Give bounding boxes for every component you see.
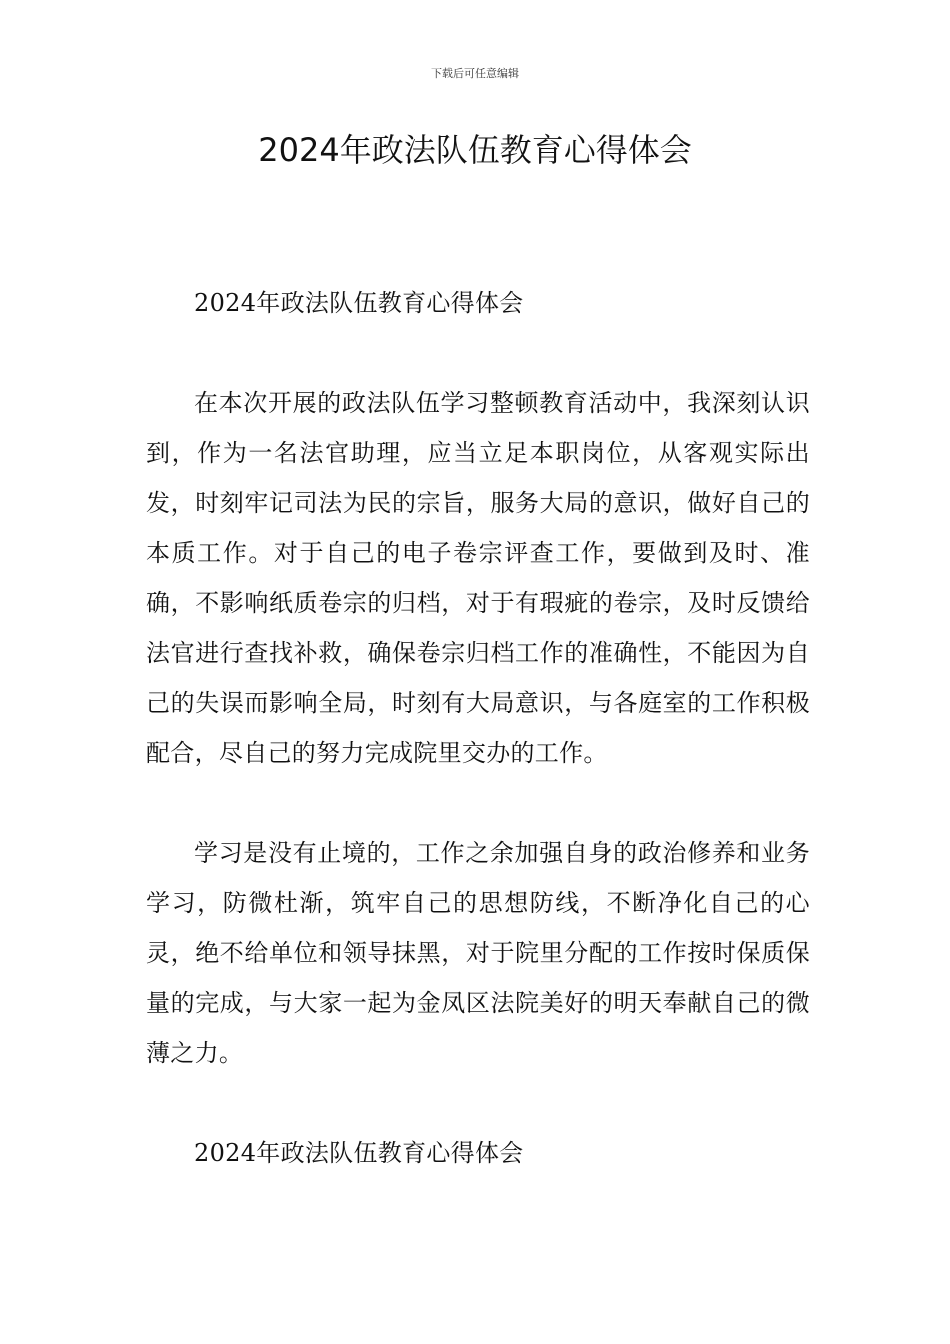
- body-paragraph: 在本次开展的政法队伍学习整顿教育活动中，我深刻认识到，作为一名法官助理，应当立足本职岗位，从客观实际出发，时刻牢记司法为民的宗旨，服务大局的意识，做好自己的本质工作。对于自己的电子卷宗评查工作，要做到及时、准确，不影响纸质卷宗的归档，对于有瑕疵的卷宗，及时反馈给法官进行查找补救，确保卷宗归档工作的准确性，不能因为自己的失误而影响全局，时刻有大局意识，与各庭室的工作积极配合，尽自己的努力完成院里交办的工作。: [146, 389, 810, 767]
- section-heading: 2024年政法队伍教育心得体会: [194, 289, 524, 317]
- document-title: 2024年政法队伍教育心得体会: [258, 131, 692, 169]
- paragraph-gap: [146, 778, 810, 828]
- body-paragraph: 学习是没有止境的，工作之余加强自身的政治修养和业务学习，防微杜渐，筑牢自己的思想防线，不断净化自己的心灵，绝不给单位和领导抹黑，对于院里分配的工作按时保质保量的完成，与大家一起为金凤区法院美好的明天奉献自己的微薄之力。: [146, 839, 810, 1067]
- document-body: [146, 278, 810, 1178]
- section-heading: 2024年政法队伍教育心得体会: [194, 1139, 524, 1167]
- paragraph-gap: [146, 1078, 810, 1128]
- paragraph-gap: [146, 328, 810, 378]
- header-note: 下载后可任意编辑: [431, 67, 519, 80]
